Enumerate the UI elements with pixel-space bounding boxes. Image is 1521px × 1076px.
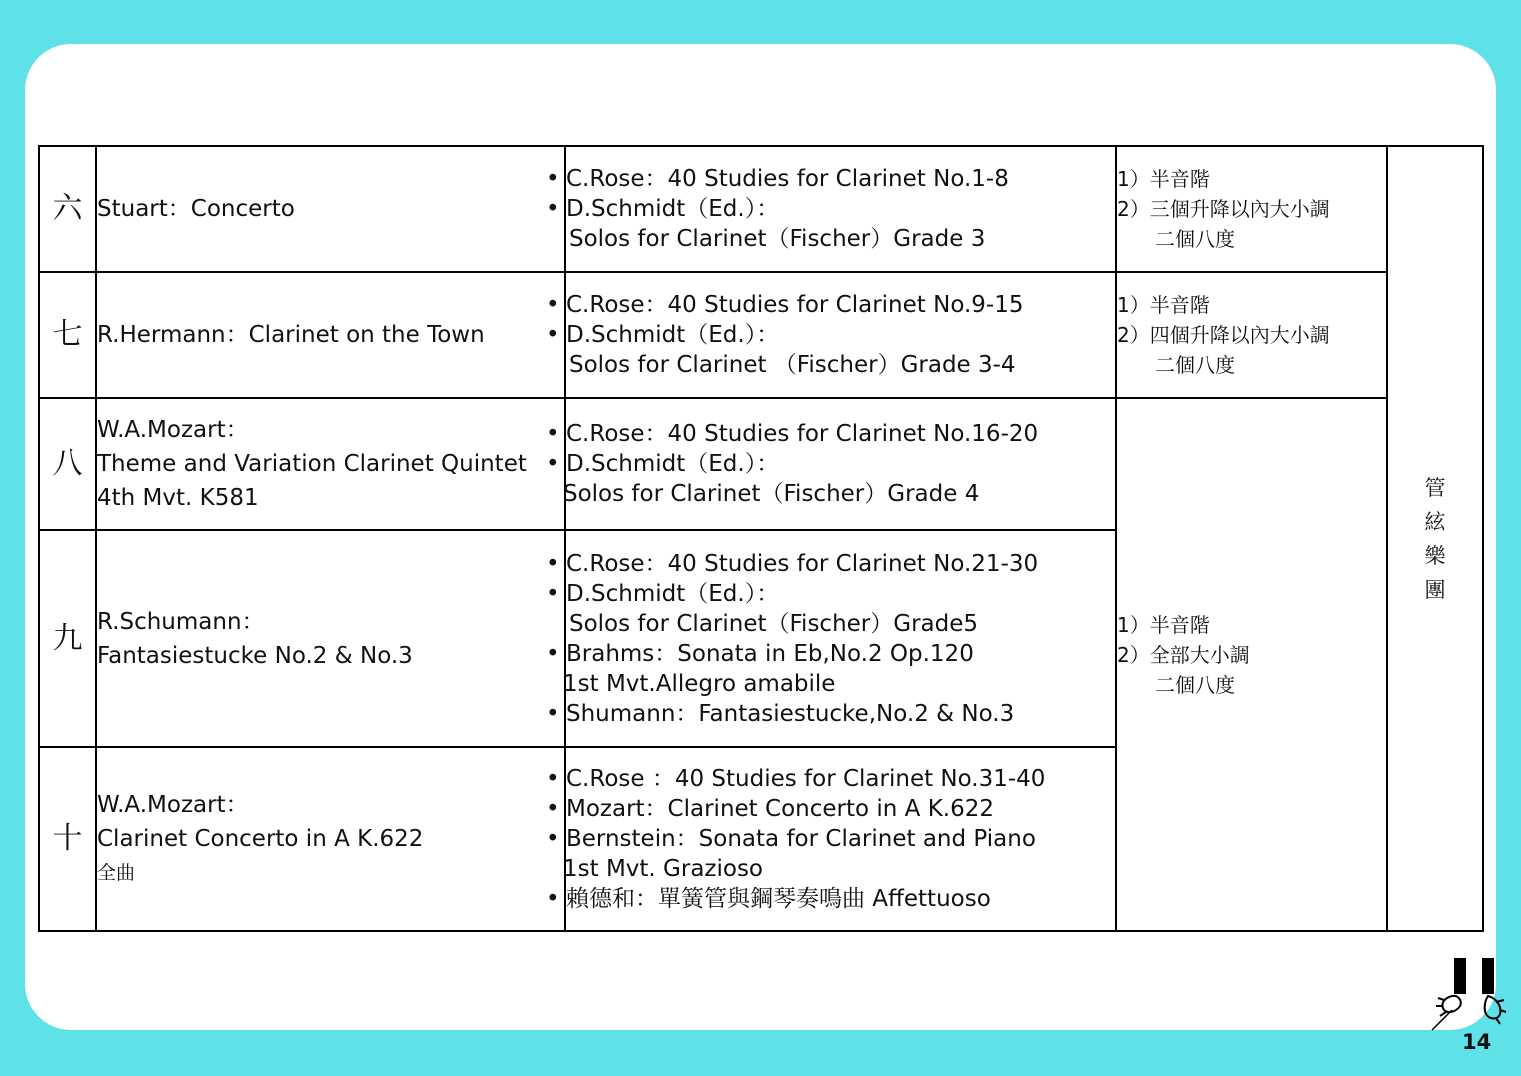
- list-item: • D.Schmidt（Ed.）： Solos for Clarinet（Fischer）Grade 4: [566, 449, 1115, 509]
- studies-cell: [565, 530, 1116, 747]
- repertoire-piece: [96, 398, 565, 530]
- list-item: • D.Schmidt（Ed.）： Solos for Clarinet（Fischer）Grade5: [566, 579, 1115, 639]
- scales-cell: [1116, 146, 1387, 272]
- table-row: [39, 272, 1483, 398]
- studies-list: [566, 164, 1115, 254]
- studies-cell: [565, 747, 1116, 931]
- grade-label: 七: [39, 272, 96, 398]
- piece-line: Theme and Variation Clarinet Quintet: [97, 451, 527, 477]
- studies-cell: [565, 398, 1116, 530]
- conductor-hands-icon: [1430, 956, 1510, 1032]
- scale-line: 2）全部大小調: [1117, 642, 1250, 667]
- table-row: [39, 398, 1483, 530]
- piece-line: R.Schumann：: [97, 608, 265, 635]
- list-item: • C.Rose ：40 Studies for Clarinet No.31-40: [566, 764, 1115, 794]
- list-item: • C.Rose：40 Studies for Clarinet No.1-8: [566, 164, 1115, 194]
- scale-line: 2）三個升降以內大小調: [1117, 197, 1330, 221]
- piece-line: Fantasiestucke No.2 & No.3: [97, 642, 413, 669]
- studies-list: [563, 764, 1115, 914]
- grade-label: 六: [39, 146, 96, 272]
- scales-cell: [1116, 272, 1387, 398]
- studies-list: [566, 290, 1115, 380]
- scale-line: 二個八度: [1155, 227, 1235, 251]
- list-item: • D.Schmidt（Ed.）： Solos for Clarinet（Fischer）Grade 3: [566, 194, 1115, 254]
- syllabus-table: [38, 145, 1484, 932]
- list-item: • Brahms：Sonata in Eb,No.2 Op.120 1st Mvt.Allegro amabile: [566, 639, 1115, 699]
- page-number: 14: [1462, 1030, 1492, 1054]
- piece-line: R.Hermann：Clarinet on the Town: [97, 322, 485, 348]
- scale-line: 二個八度: [1155, 672, 1235, 697]
- list-item: • C.Rose：40 Studies for Clarinet No.21-30: [566, 549, 1115, 579]
- repertoire-piece: [96, 530, 565, 747]
- ensemble-cell: [1387, 146, 1483, 931]
- studies-cell: [565, 146, 1116, 272]
- grade-label: 九: [39, 530, 96, 747]
- scale-line: 1）半音階: [1117, 293, 1210, 317]
- scale-line: 1）半音階: [1117, 612, 1210, 637]
- grade-label: 十: [39, 747, 96, 931]
- list-item: • C.Rose：40 Studies for Clarinet No.16-20: [566, 419, 1115, 449]
- list-item: • 賴德和：單簧管與鋼琴奏鳴曲 Affettuoso: [566, 884, 1115, 914]
- studies-list: [563, 419, 1115, 509]
- list-item: • Shumann：Fantasiestucke,No.2 & No.3: [566, 699, 1115, 729]
- piece-line: W.A.Mozart：: [97, 792, 249, 818]
- grade-label: 八: [39, 398, 96, 530]
- table-row: [39, 146, 1483, 272]
- list-item: • Mozart：Clarinet Concerto in A K.622: [566, 794, 1115, 824]
- piece-line: Stuart：Concerto: [97, 196, 295, 222]
- scale-line: 二個八度: [1155, 353, 1235, 377]
- ensemble-label: 管絃樂團: [1424, 475, 1446, 602]
- scales-cell: [1116, 398, 1387, 931]
- piece-line: W.A.Mozart：: [97, 417, 249, 443]
- piece-line: 4th Mvt. K581: [97, 485, 259, 511]
- piece-line: Clarinet Concerto in A K.622: [97, 826, 424, 852]
- studies-cell: [565, 272, 1116, 398]
- repertoire-piece: [96, 146, 565, 272]
- repertoire-piece: [96, 272, 565, 398]
- list-item: • D.Schmidt（Ed.）： Solos for Clarinet （Fischer）Grade 3-4: [566, 320, 1115, 380]
- piece-note: 全曲: [97, 862, 136, 884]
- scale-line: 2）四個升降以內大小調: [1117, 323, 1330, 347]
- studies-list: [563, 549, 1115, 729]
- repertoire-piece: [96, 747, 565, 931]
- list-item: • C.Rose：40 Studies for Clarinet No.9-15: [566, 290, 1115, 320]
- list-item: • Bernstein：Sonata for Clarinet and Piano 1st Mvt. Grazioso: [566, 824, 1115, 884]
- scale-line: 1）半音階: [1117, 167, 1210, 191]
